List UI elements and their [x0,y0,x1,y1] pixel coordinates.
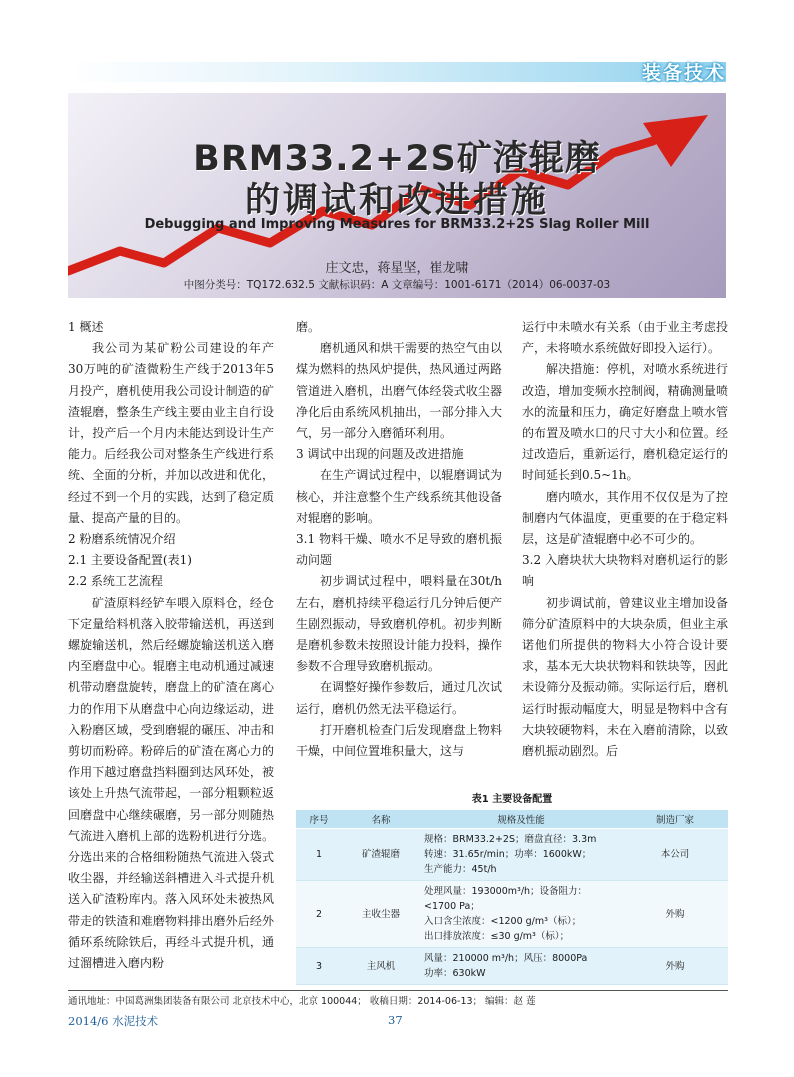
spec-line: 功率：630kW [424,968,486,979]
cell-name: 主收尘器 [342,881,420,948]
article-title-line-1: BRM33.2+2S矿渣辊磨 [193,139,601,179]
cell-maker: 外购 [622,881,728,948]
title-banner [68,93,726,298]
spec-line: 规格：BRM33.2+2S；磨盘直径：3.3m [424,834,597,845]
paragraph: 磨。 [296,320,321,334]
section-heading: 1 概述 [68,320,104,334]
table-caption: 表1 主要设备配置 [471,794,553,805]
paragraph: 运行中未喷水有关系（由于业主考虑投产，未将喷水系统做好即投入运行）。 [522,320,728,356]
paragraph: 矿渣原料经铲车喂入原料仓，经仓下定量给料机落入胶带输送机，再送到螺旋输送机，然后经螺旋输送机送入磨内至磨盘中心。辊磨主电动机通过减速机带动磨盘旋转，磨盘上的矿渣在离心力的作用下从磨盘中心向边缘运动，进入粉磨区域，受到磨辊的碾压、冲击和剪切而粉碎。粉碎后的矿渣在离心力的作用下越过磨盘挡料圈到达风环处，被该处上升热气流带起，一部分粗颗粒返回磨盘中心继续碾磨，另一部分则随热气流进入磨机上部的选粉机进行分选。分选出来的合格细粉随热气流进入袋式收尘器，并经输送斜槽进入斗式提升机送入矿渣粉库内。落入风环处未被热风带走的铁渣和难磨物料排出磨外后经外循环系统除铁后，再经斗式提升机，通过溜槽进入磨内粉 [68,595,274,971]
paragraph: 初步调试前，曾建议业主增加设备筛分矿渣原料中的大块杂质，但业主承诺他们所提供的物料大小符合设计要求，基本无大块状物料和铁块等，因此未设筛分及振动筛。实际运行后，磨机运行时振动幅度大，明显是物料中含有大块较硬物料，未在入磨前清除，以致磨机振动剧烈。后 [522,595,728,759]
equipment-table [296,810,728,985]
paragraph: 在生产调试过程中，以辊磨调试为核心，并注意整个生产线系统其他设备对辊磨的影响。 [296,468,502,525]
spec-line: 转速：31.65r/min；功率：1600kW； [424,849,592,860]
paragraph: 打开磨机检查门后发现磨盘上物料干燥，中间位置堆积量大，这与 [296,722,502,759]
header-cell-maker: 制造厂家 [622,810,728,829]
spec-line: 出口排放浓度：≤30 g/m³（标）； [424,931,570,942]
cell-no: 2 [296,881,342,948]
section-heading: 2 粉磨系统情况介绍 [68,532,176,547]
paragraph: 磨内喷水，其作用不仅仅是为了控制磨内气体温度，更重要的在于稳定料层，这是矿渣辊磨中必不可少的。 [522,489,728,547]
header-cell-no: 序号 [296,810,342,829]
table-header-row [296,810,728,829]
table-row [296,829,728,881]
table-row [296,881,728,948]
table-body [296,829,728,985]
body-column-2 [296,317,502,762]
header-band [68,62,726,82]
section-heading: 2.2 系统工艺流程 [68,574,163,589]
section-tag: 装备技术 [641,62,726,84]
header-cell-name: 名称 [342,810,420,829]
table-row [296,948,728,985]
spec-line: 处理风量：193000m³/h；设备阻力：<1700 Pa； [424,886,588,912]
paragraph: 解决措施：停机，对喷水系统进行改造，增加变频水控制阀，精确测量喷水的流量和压力，确定好磨盘上喷水管的布置及喷水口的尺寸大小和位置。经过改造后，重新运行，磨机稳定运行的时间延长到0.5~1h。 [522,362,728,483]
cell-name: 主风机 [342,948,420,985]
spec-line: 入口含尘浓度：<1200 g/m³（标）； [424,916,582,927]
spec-line: 风量：210000 m³/h；风压：8000Pa [424,953,588,964]
body-column-3 [522,317,728,762]
paragraph: 我公司为某矿粉公司建设的年产30万吨的矿渣微粉生产线于2013年5月投产，磨机使用我公司设计制造的矿渣辊磨，整条生产线主要由业主自行设计，投产后一个月内未能达到设计生产能力。后经我公司对整条生产线进行系统、全面的分析，并加以改进和优化，经过不到一个月的实践，达到了稳定质量、提高产量的目的。 [68,341,274,525]
english-title: Debugging and Improving Measures for BRM33.2+2S Slag Roller Mill [144,217,650,232]
page-number: 37 [388,1013,403,1027]
header-cell-specs: 规格及性能 [420,810,622,829]
cell-no: 3 [296,948,342,985]
paragraph: 在调整好操作参数后，通过几次试运行，磨机仍然无法平稳运行。 [296,680,502,716]
cell-name: 矿渣辊磨 [342,829,420,881]
equipment-table-block [296,790,728,985]
paragraph: 初步调试过程中，喂料量在30t/h左右，磨机持续平稳运行几分钟后便产生剧烈振动，导致磨机停机。初步判断是磨机参数未按照设计能力投料，操作参数不合理导致磨机振动。 [296,574,502,674]
paragraph: 磨机通风和烘干需要的热空气由以煤为燃料的热风炉提供，热风通过两路管道进入磨机，出磨气体经袋式收尘器净化后由系统风机抽出，一部分排入大气，另一部分入磨循环利用。 [296,341,502,441]
cell-maker: 外购 [622,948,728,985]
cell-specs [420,829,622,881]
authors: 庄文忠，蒋星坚，崔龙啸 [325,261,469,276]
footnote-contact: 通讯地址：中国葛洲集团装备有限公司 北京技术中心，北京 100044； 收稿日期：2014-06-13； 编辑：赵 莲 [68,996,536,1007]
body-column-1 [68,317,274,974]
footer-rule [68,990,728,991]
cell-maker: 本公司 [622,829,728,881]
cell-no: 1 [296,829,342,881]
spec-line: 生产能力：45t/h [424,864,497,875]
cell-specs [420,881,622,948]
cell-specs [420,948,622,985]
section-heading: 3.2 入磨块状大块物料对磨机运行的影响 [522,553,728,589]
article-title-line-2: 的调试和改进措施 [244,181,549,221]
section-heading: 2.1 主要设备配置(表1) [68,553,192,568]
journal-issue: 2014/6 水泥技术 [68,1014,159,1028]
classification-line: 中图分类号：TQ172.632.5 文献标识码：A 文章编号：1001-6171（2014）06-0037-03 [183,279,611,291]
section-heading: 3 调试中出现的问题及改进措施 [296,447,464,462]
section-heading: 3.1 物料干燥、喷水不足导致的磨机振动问题 [296,532,502,568]
